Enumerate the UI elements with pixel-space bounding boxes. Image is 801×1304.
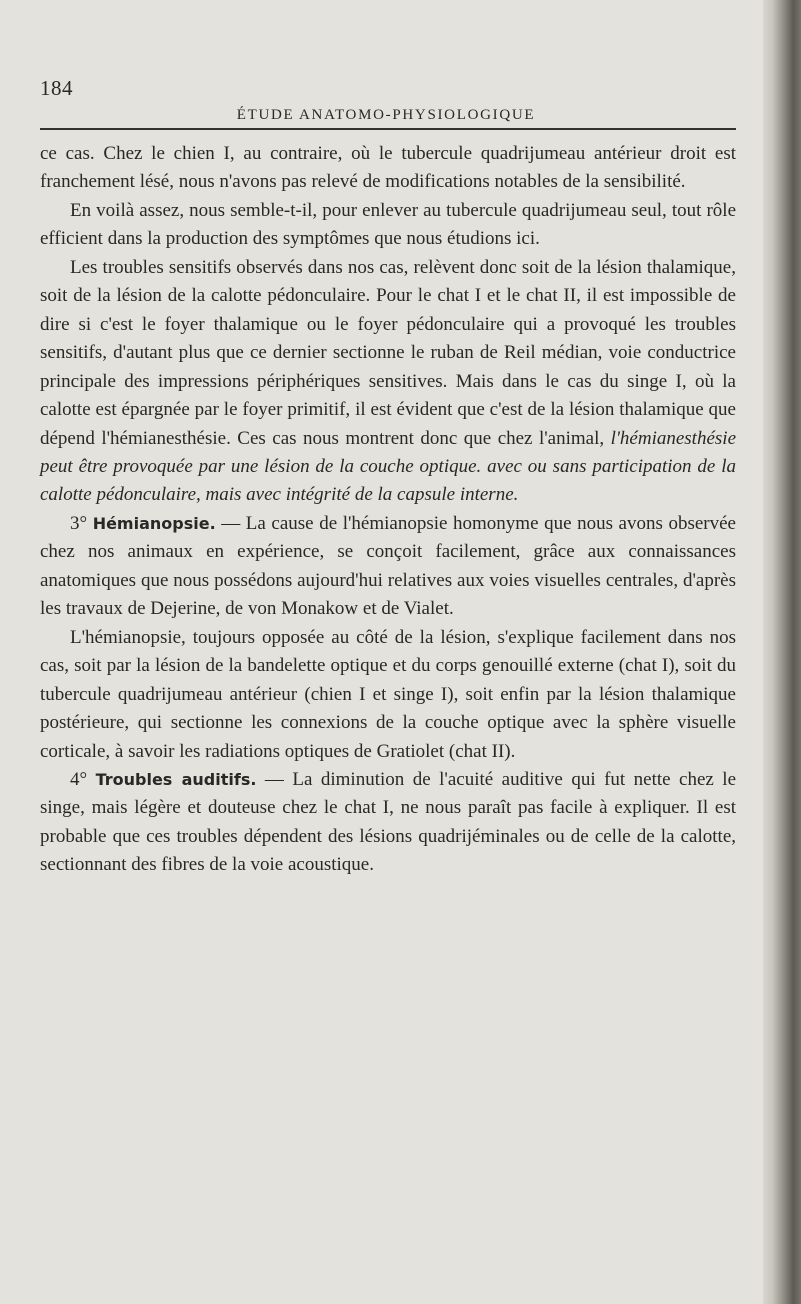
paragraph-4 [40,510,736,624]
section-heading-hemianopsie: Hémianopsie. [92,513,216,533]
section-number-4: 4° [70,768,88,790]
paragraph-1: ce cas. Chez le chien I, au contraire, où le tubercule quadrijumeau antérieur droit est franchement lésé, nous n'avons pas relevé de modifications notables de la sensibilité. [40,143,736,193]
page-edge-shadow [763,0,801,1304]
paragraph-3-text: Les troubles sensitifs observés dans nos cas, relèvent donc soit de la lésion thalamique, soit de la lésion de la calotte pédonculaire. Pour le chat I et le chat II, il est impossible de dire si c'est le foyer thalamique ou le foyer pédonculaire qui a provoqué les troubles sensitifs, d'autant plus que ce dernier sectionne le ruban de Reil médian, voie conductrice principale des impressions périphériques sensitives. Mais dans le cas du singe I, où la calotte est épargnée par le foyer primitif, il est évident que c'est de la lésion thalamique que dépend l'hémianesthésie. Ces cas nous montrent donc que chez l'animal, [40,256,736,449]
body-text [40,140,736,880]
section-heading-troubles-auditifs: Troubles auditifs. [95,769,257,789]
paragraph-3 [40,254,736,510]
paragraph-5: L'hémianopsie, toujours opposée au côté de la lésion, s'explique facilement dans nos cas, soit par la lésion de la bandelette optique et du corps genouillé externe (chat I), soit du tubercule quadrijumeau antérieur (chien I et singe I), soit enfin par la lésion thalamique postérieure, qui sectionne les connexions de la couche optique avec la sphère visuelle corticale, à savoir les radiations optiques de Gratiolet (chat II). [40,626,736,762]
paragraph-3-italic-conclusion: l'hémianesthésie peut être provoquée par une lésion de la couche optique. avec ou sans participation de la calotte pédonculaire, mais avec intégrité de la capsule interne. [40,427,736,506]
paragraph-6-text: — La diminution de l'acuité auditive qui fut nette chez le singe, mais légère et douteuse chez le chat I, ne nous paraît pas facile à expliquer. Il est probable que ces troubles dépendent des lésions quadrijéminales ou de celle de la calotte, sectionnant des fibres de la voie acoustique. [40,768,737,876]
page-number: 184 [40,76,73,100]
header-rule [40,128,736,130]
paragraph-6 [40,766,736,880]
running-head: ÉTUDE ANATOMO-PHYSIOLOGIQUE [236,107,536,123]
paragraph-4-text: — La cause de l'hémianopsie homonyme que nous avons observée chez nos animaux en expérience, se conçoit facilement, grâce aux connaissances anatomiques que nous possédons aujourd'hui relatives aux voies visuelles centrales, d'après les travaux de Dejerine, de von Monakow et de Vialet. [40,512,736,620]
section-number-3: 3° [70,512,88,534]
paragraph-2: En voilà assez, nous semble-t-il, pour enlever au tubercule quadrijumeau seul, tout rôle efficient dans la production des symptômes que nous étudions ici. [40,199,736,250]
